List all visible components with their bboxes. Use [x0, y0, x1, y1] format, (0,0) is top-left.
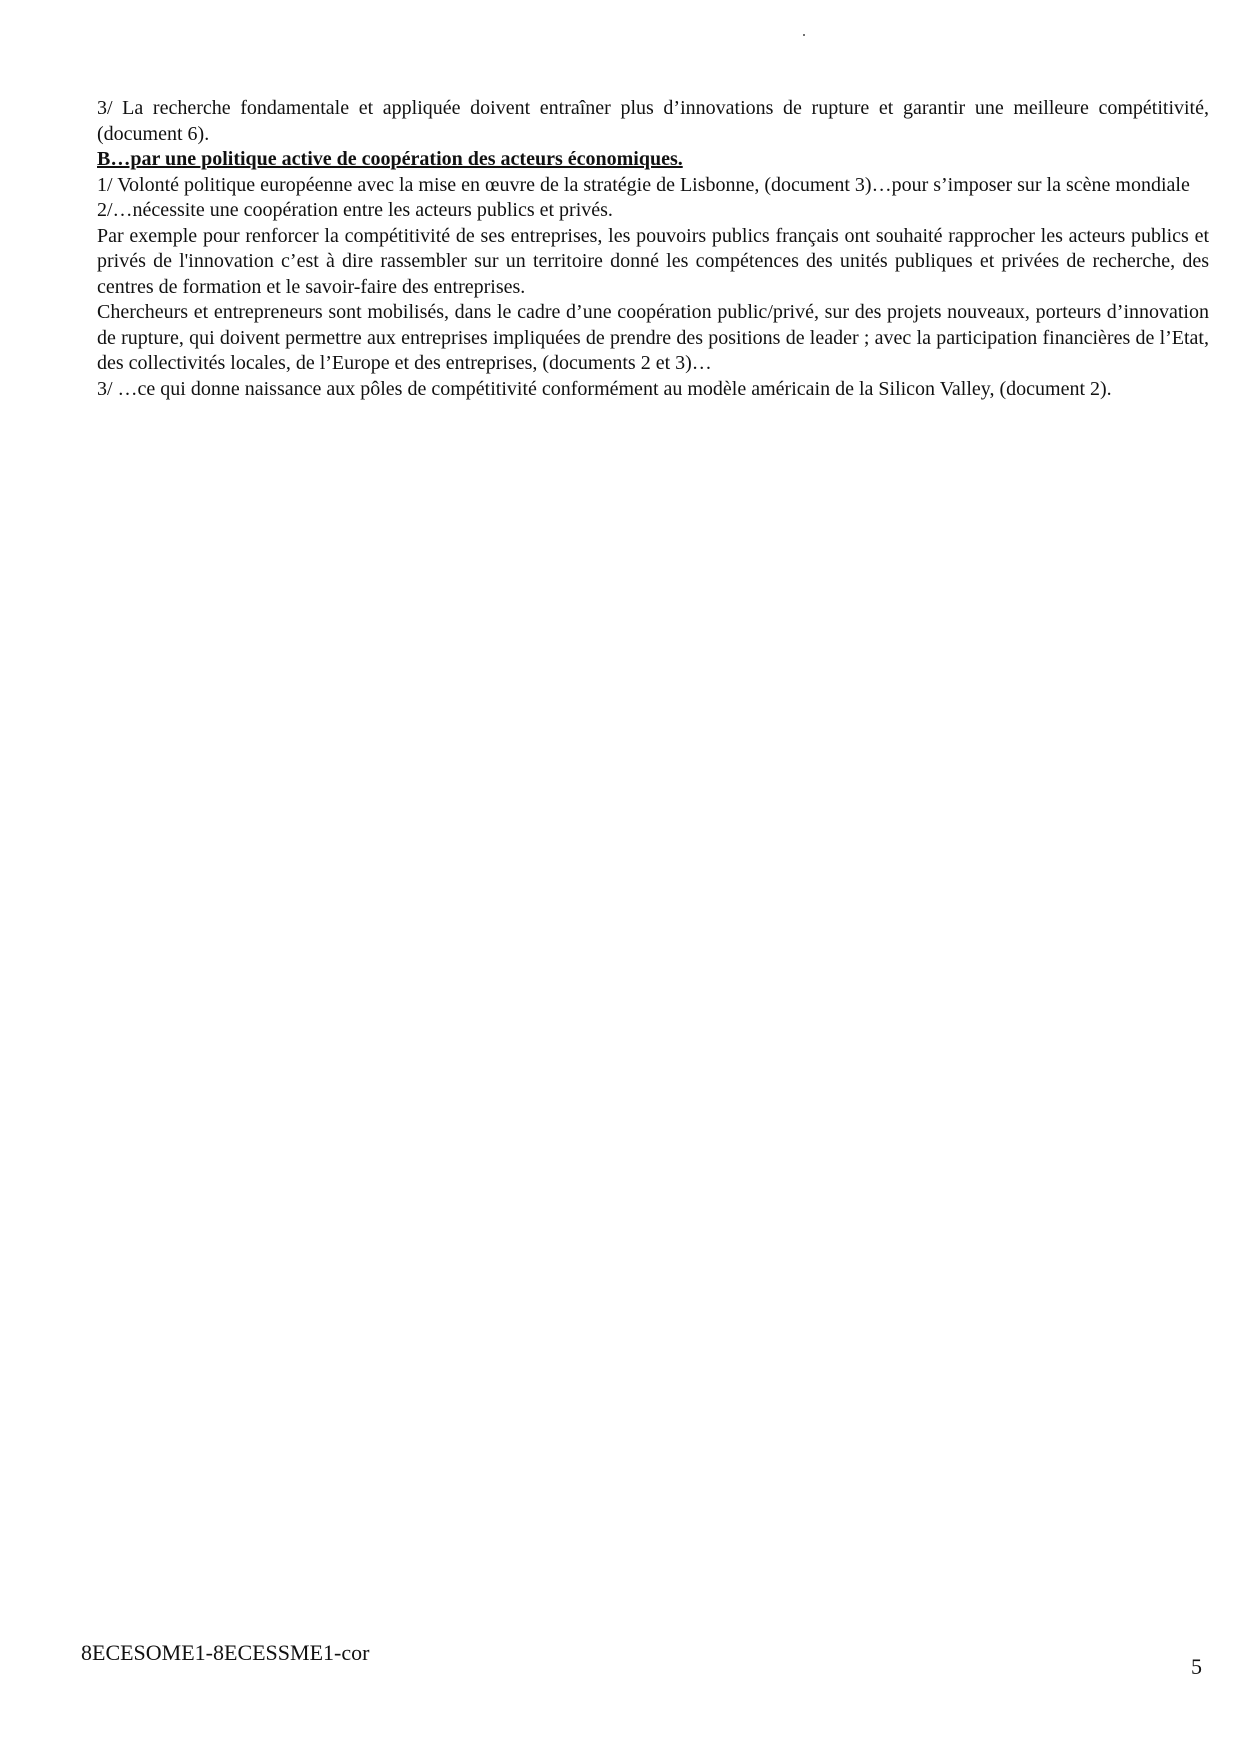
paragraph-european-policy: 1/ Volonté politique européenne avec la mise en œuvre de la stratégie de Lisbonne, (document 3)…pour s’imposer sur la scène mondiale — [97, 173, 1190, 196]
document-body — [97, 96, 1209, 402]
paragraph-public-private-cooperation: 2/…nécessite une coopération entre les acteurs publics et privés. — [97, 199, 613, 221]
section-heading-b: B…par une politique active de coopération des acteurs économiques. — [97, 148, 683, 170]
paragraph-research: 3/ La recherche fondamentale et appliquée doivent entraîner plus d’innovations de rupture et garantir une meilleure compétitivité,(document 6). — [97, 97, 1209, 145]
footer-document-code: 8ECESOME1-8ECESSME1-cor — [81, 1640, 370, 1665]
paragraph-example-french-policy: Par exemple pour renforcer la compétitivité de ses entreprises, les pouvoirs publics français ont souhaité rapprocher les acteurs publics et privés de l'innovation c’est à dire rassembler sur un territoire donné les compétences des unités publiques et privées de recherche, des centres de formation et le savoir-faire des entreprises. — [97, 224, 1209, 298]
scan-artifact-dot — [803, 34, 805, 36]
paragraph-competitiveness-clusters: 3/ …ce qui donne naissance aux pôles de compétitivité conformément au modèle américain de la Silicon Valley, (document 2). — [97, 377, 1112, 400]
paragraph-researchers-entrepreneurs: Chercheurs et entrepreneurs sont mobilisés, dans le cadre d’une coopération public/privé, sur des projets nouveaux, porteurs d’innovation de rupture, qui doivent permettre aux entreprises impliquées de prendre des positions de leader ; avec la participation financières de l’Etat, des collectivités locales, de l’Europe et des entreprises, (documents 2 et 3)… — [97, 301, 1209, 374]
page-number: 5 — [1191, 1654, 1202, 1679]
